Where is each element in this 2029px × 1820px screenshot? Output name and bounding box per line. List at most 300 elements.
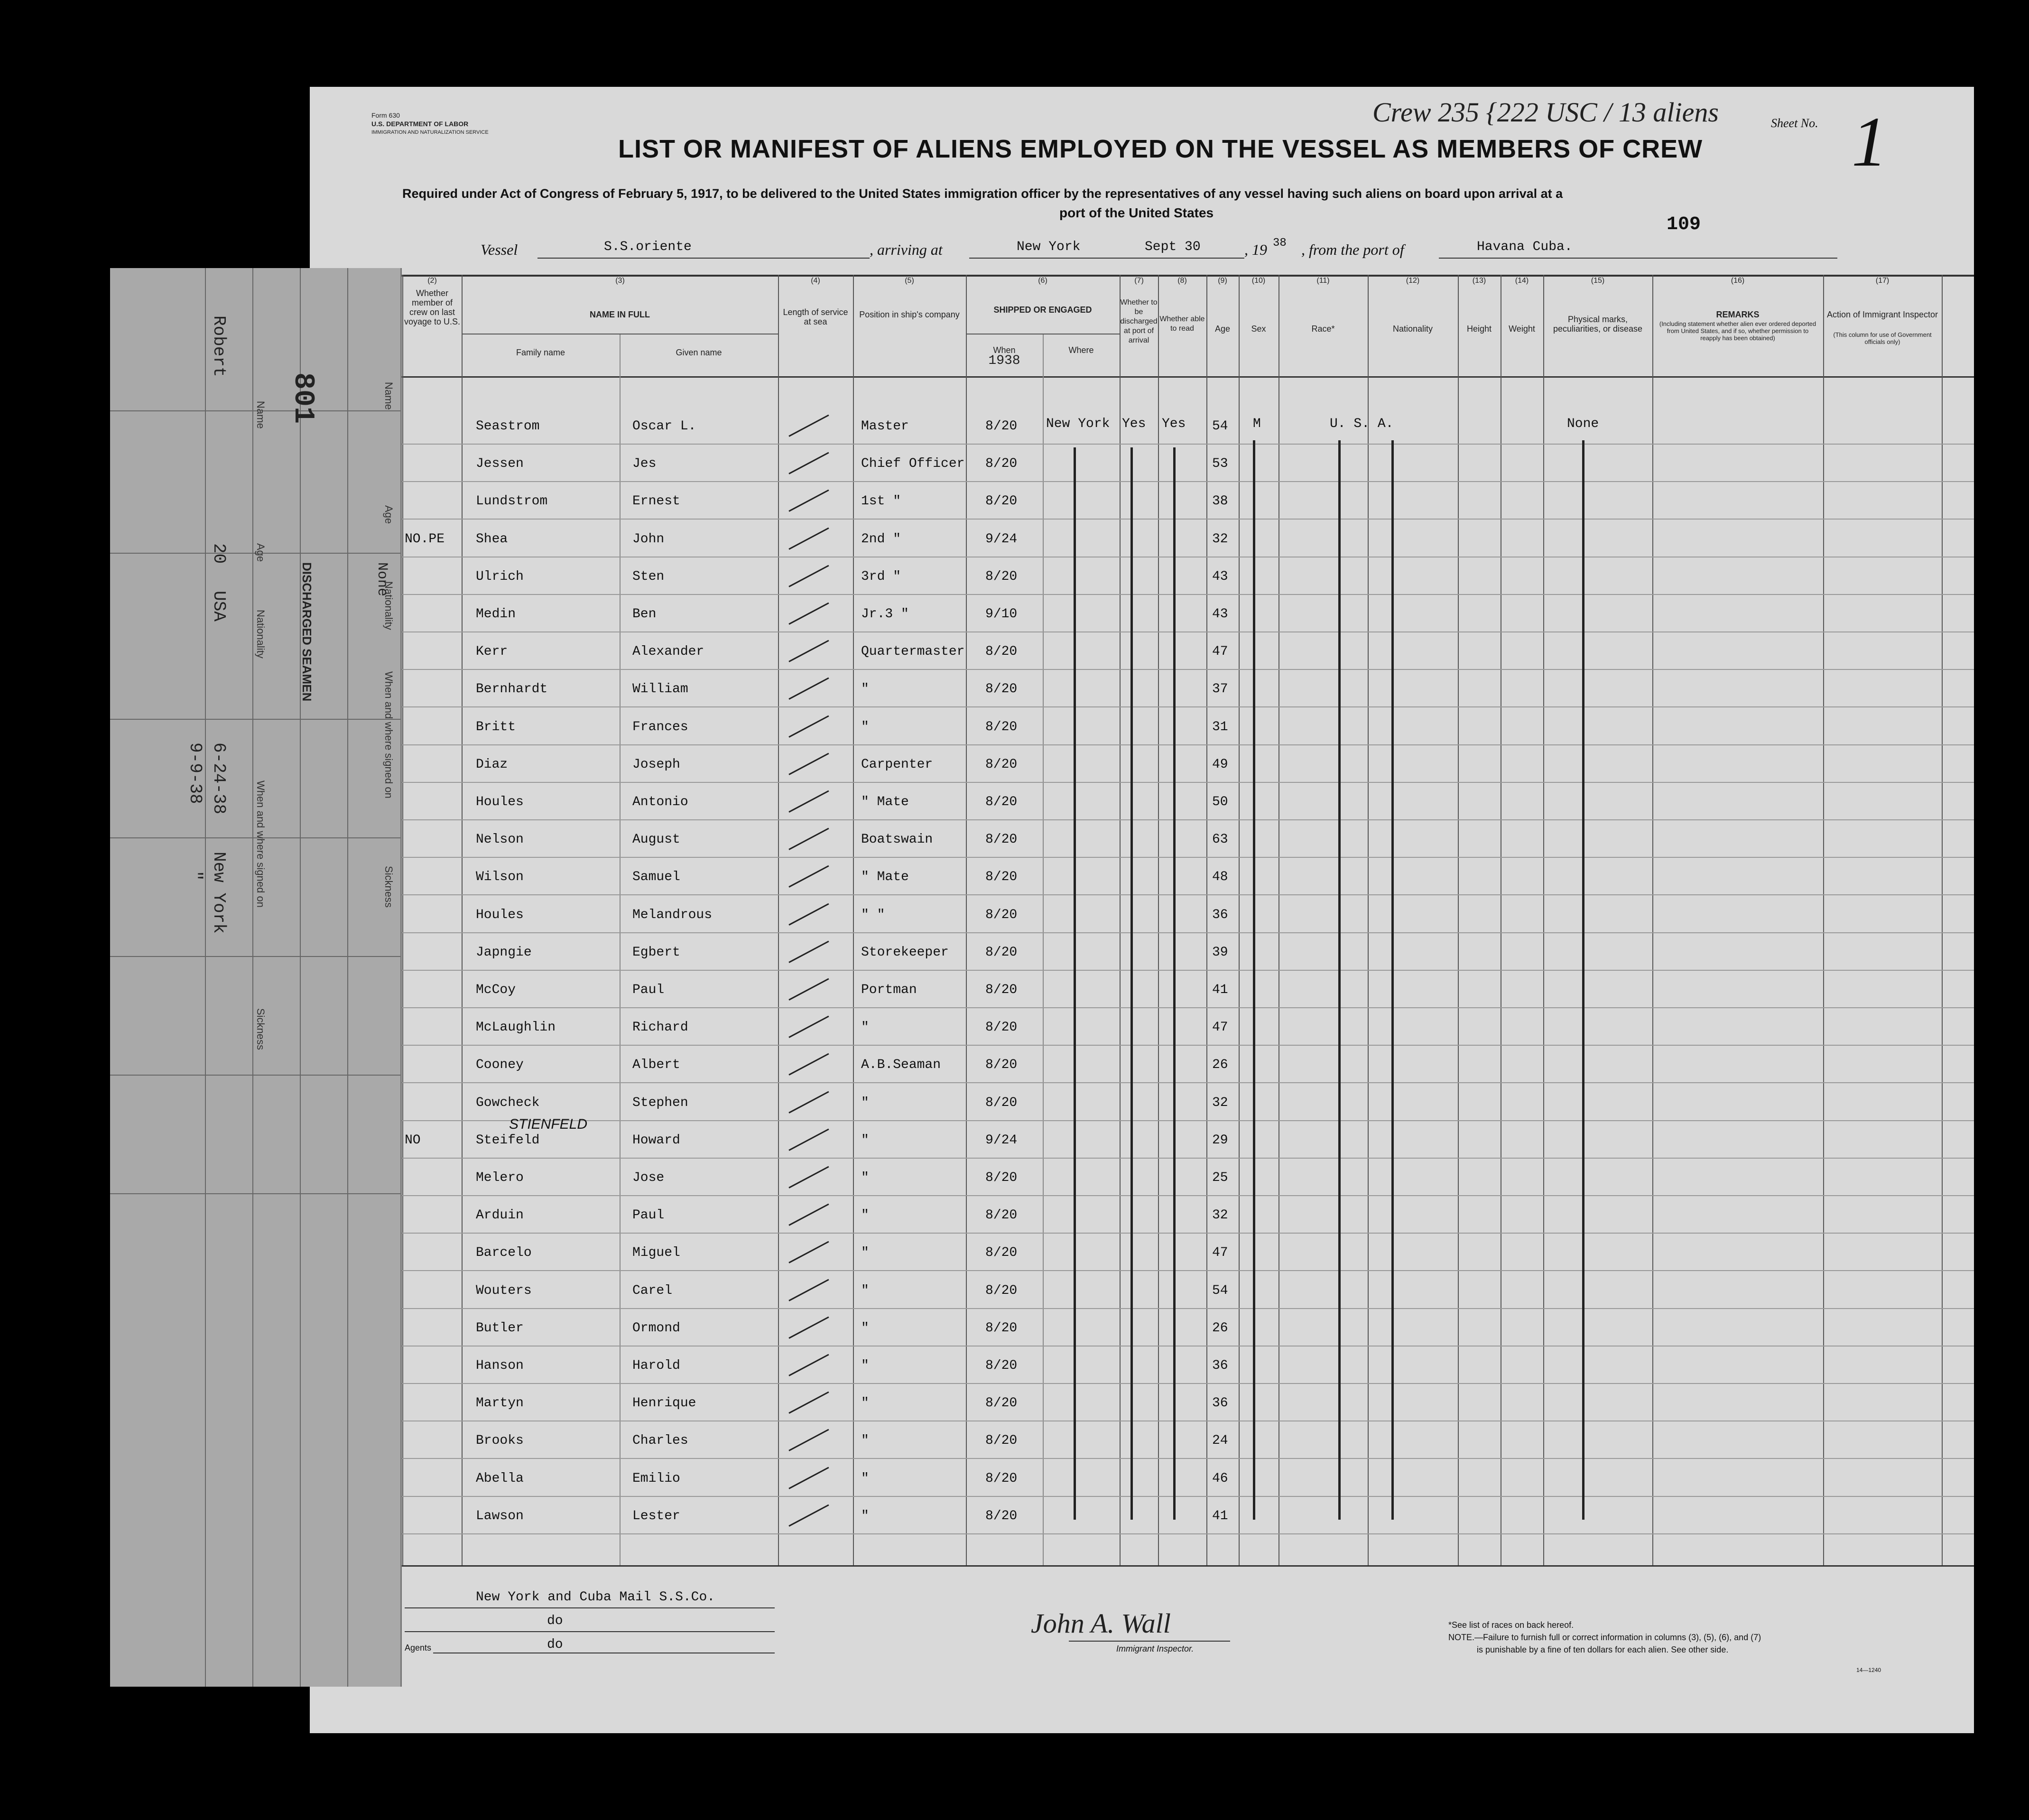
col-num-9: (9) bbox=[1218, 277, 1227, 285]
cell-engaged-when: 8/20 bbox=[985, 419, 1018, 434]
cell-position: " bbox=[861, 1471, 869, 1486]
cell-family-name: Diaz bbox=[476, 757, 508, 772]
row-divider bbox=[362, 519, 1974, 520]
cell-family-name: Hanson bbox=[476, 1358, 524, 1373]
handwritten-crew-note: Crew 235 {222 USC / 13 aliens bbox=[1372, 97, 1719, 128]
cell-position: Portman bbox=[861, 983, 917, 997]
cell-engaged-when: 8/20 bbox=[985, 945, 1018, 960]
cell-age: 63 bbox=[1212, 832, 1228, 847]
row-divider bbox=[362, 444, 1974, 445]
hdr-nationality: Nationality bbox=[1392, 324, 1433, 334]
subtitle-line2: port of the United States bbox=[1059, 205, 1214, 220]
service-check-mark bbox=[788, 1204, 829, 1226]
cell-age: 41 bbox=[1212, 983, 1228, 997]
row-divider bbox=[362, 1158, 1974, 1159]
sheet-label: Sheet No. bbox=[1771, 116, 1818, 130]
cell-age: 50 bbox=[1212, 795, 1228, 809]
service-check-mark bbox=[788, 1053, 829, 1076]
cell-engaged-when: 8/20 bbox=[985, 757, 1018, 772]
cell-engaged-when: 8/20 bbox=[985, 1245, 1018, 1261]
cell-age: 46 bbox=[1212, 1471, 1228, 1486]
cell-engaged-when: 8/20 bbox=[985, 1170, 1018, 1185]
row-divider bbox=[362, 1082, 1974, 1083]
cell-given-name: Jose bbox=[632, 1170, 665, 1185]
cell-given-name: Stephen bbox=[632, 1095, 688, 1110]
cell-given-name: Antonio bbox=[632, 795, 688, 809]
cell-given-name: Paul bbox=[632, 983, 665, 997]
page-stamp: 109 bbox=[1667, 214, 1701, 235]
cell-family-name: Japngie bbox=[476, 945, 532, 960]
row-divider bbox=[362, 819, 1974, 820]
vessel-label: Vessel bbox=[481, 241, 518, 258]
cell-engaged-when: 8/20 bbox=[985, 569, 1018, 584]
cell-family-name: Lundstrom bbox=[476, 494, 548, 509]
hdr-sex: Sex bbox=[1251, 324, 1266, 334]
ditto-discharged-line bbox=[1130, 447, 1133, 1520]
hdr-where: Where bbox=[1068, 345, 1094, 355]
service-check-mark bbox=[788, 527, 829, 549]
cell-age: 48 bbox=[1212, 870, 1228, 885]
first-row-discharged: Yes bbox=[1122, 417, 1146, 431]
stub-heading: DISCHARGED SEAMEN bbox=[300, 562, 314, 702]
cell-engaged-when: 8/20 bbox=[985, 1320, 1018, 1336]
cell-position: " bbox=[861, 1095, 869, 1110]
cell-position: Master bbox=[861, 419, 909, 434]
cell-age: 53 bbox=[1212, 456, 1228, 472]
race-note: *See list of races on back hereof. bbox=[1448, 1620, 1574, 1630]
cell-family-name: Abella bbox=[476, 1471, 524, 1486]
cell-engaged-when: 8/20 bbox=[985, 1020, 1018, 1035]
col-num-2: (2) bbox=[427, 277, 437, 285]
cell-family-name: Houles bbox=[476, 795, 524, 809]
from-port-label: , from the port of bbox=[1301, 241, 1404, 258]
inspector-label: Immigrant Inspector. bbox=[1116, 1644, 1194, 1653]
service-check-mark bbox=[788, 865, 829, 888]
hdr-physical: Physical marks, peculiarities, or disease bbox=[1553, 315, 1643, 334]
cell-position: " bbox=[861, 1320, 869, 1336]
stub-sickness-label: Sickness bbox=[255, 1008, 267, 1050]
cell-given-name: August bbox=[632, 832, 680, 847]
service-check-mark bbox=[788, 415, 829, 437]
ditto-race-line bbox=[1338, 440, 1341, 1520]
cell-position: " bbox=[861, 1170, 869, 1185]
col-num-15: (15) bbox=[1591, 277, 1605, 285]
cell-engaged-when: 9/10 bbox=[985, 607, 1018, 622]
cell-age: 32 bbox=[1212, 1208, 1228, 1223]
service-check-mark bbox=[788, 490, 829, 512]
cell-position: " bbox=[861, 1245, 869, 1261]
cell-family-name: Steifeld bbox=[476, 1133, 540, 1148]
cell-engaged-when: 8/20 bbox=[985, 1433, 1018, 1449]
col-num-7: (7) bbox=[1134, 277, 1144, 285]
service-check-mark bbox=[788, 1241, 829, 1263]
inspector-signature: John A. Wall bbox=[1031, 1608, 1171, 1639]
first-row-able-read: Yes bbox=[1162, 417, 1186, 431]
cell-engaged-when: 8/20 bbox=[985, 644, 1018, 659]
stub-seaman-nationality: USA bbox=[209, 591, 229, 622]
cell-age: 36 bbox=[1212, 1396, 1228, 1411]
cell-given-name: Frances bbox=[632, 719, 688, 734]
service-check-mark bbox=[788, 1504, 829, 1526]
service-check-mark bbox=[788, 1166, 829, 1189]
cell-given-name: Egbert bbox=[632, 945, 680, 960]
sheet-number: 1 bbox=[1852, 102, 1887, 181]
stub-top-nationality-value: None bbox=[374, 562, 390, 597]
service-check-mark bbox=[788, 903, 829, 925]
cell-given-name: Samuel bbox=[632, 870, 680, 885]
form-code: 14—1240 bbox=[1856, 1667, 1881, 1673]
col-num-16: (16) bbox=[1731, 277, 1745, 285]
cell-age: 43 bbox=[1212, 607, 1228, 622]
cell-position: " bbox=[861, 1433, 869, 1449]
ditto-nationality-line bbox=[1391, 440, 1394, 1520]
service-check-mark bbox=[788, 1392, 829, 1414]
arrival-year: 38 bbox=[1273, 237, 1287, 250]
cell-given-name: Oscar L. bbox=[632, 419, 696, 434]
row-divider bbox=[362, 481, 1974, 482]
ditto-line-2: do bbox=[547, 1637, 563, 1652]
service-check-mark bbox=[788, 640, 829, 662]
hdr-when: When bbox=[993, 345, 1016, 355]
service-check-mark bbox=[788, 790, 829, 813]
ditto-sex-line bbox=[1253, 440, 1255, 1520]
cell-engaged-when: 8/20 bbox=[985, 1358, 1018, 1373]
cell-engaged-when: 8/20 bbox=[985, 870, 1018, 885]
service-check-mark bbox=[788, 1279, 829, 1301]
departure-port: Havana Cuba. bbox=[1477, 240, 1573, 254]
col-num-10: (10) bbox=[1251, 277, 1266, 285]
cell-given-name: Ormond bbox=[632, 1320, 680, 1336]
cell-given-name: Charles bbox=[632, 1433, 688, 1449]
service-check-mark bbox=[788, 1354, 829, 1376]
col-num-17: (17) bbox=[1875, 277, 1890, 285]
service-check-mark bbox=[788, 828, 829, 850]
cell-engaged-when: 8/20 bbox=[985, 795, 1018, 809]
row-divider bbox=[362, 1458, 1974, 1459]
row-divider bbox=[362, 706, 1974, 707]
cell-engaged-when: 9/24 bbox=[985, 1133, 1018, 1148]
year-prefix: , 19 bbox=[1244, 241, 1267, 258]
service-check-mark bbox=[788, 452, 829, 474]
stub-seaman-off-date: 9-9-38 bbox=[185, 743, 205, 804]
service-check-mark bbox=[788, 1016, 829, 1038]
col-num-8: (8) bbox=[1177, 277, 1187, 285]
col-num-5: (5) bbox=[905, 277, 914, 285]
cell-family-name: Bernhardt bbox=[476, 682, 548, 697]
note-line2: is punishable by a fine of ten dollars for each alien. See other side. bbox=[1477, 1645, 1729, 1654]
stub-number: 801 bbox=[287, 372, 319, 424]
cell-position: Quartermaster bbox=[861, 644, 965, 659]
row-divider bbox=[362, 669, 1974, 670]
cell-engaged-when: 8/20 bbox=[985, 719, 1018, 734]
arriving-label: , arriving at bbox=[870, 241, 943, 258]
stub-signed-label: When and where signed on bbox=[255, 780, 267, 908]
cell-family-name: Barcelo bbox=[476, 1245, 532, 1261]
cell-age: 36 bbox=[1212, 907, 1228, 922]
ditto-line-1: do bbox=[547, 1614, 563, 1628]
cell-engaged-when: 8/20 bbox=[985, 907, 1018, 922]
row-divider bbox=[362, 1308, 1974, 1309]
cell-family-name: Shea bbox=[476, 531, 508, 547]
cell-family-name: McLaughlin bbox=[476, 1020, 556, 1035]
ditto-where-line bbox=[1074, 447, 1076, 1520]
cell-engaged-when: 8/20 bbox=[985, 1508, 1018, 1523]
cell-family-name: Kerr bbox=[476, 644, 508, 659]
hdr-age: Age bbox=[1214, 324, 1231, 334]
cell-given-name: Paul bbox=[632, 1208, 665, 1223]
cell-age: 36 bbox=[1212, 1358, 1228, 1373]
service-check-mark bbox=[788, 603, 829, 625]
hdr-length-service: Length of service at sea bbox=[783, 307, 848, 326]
cell-position: " bbox=[861, 1396, 869, 1411]
cell-position: " bbox=[861, 1133, 869, 1148]
service-check-mark bbox=[788, 1091, 829, 1113]
cell-given-name: Albert bbox=[632, 1058, 680, 1073]
stub-name-label: Name bbox=[255, 401, 267, 429]
hdr-height: Height bbox=[1466, 324, 1492, 334]
hdr-remarks-note: (Including statement whether alien ever ordered deported from United States, and if so, whether permission to reapply has been obtained) bbox=[1659, 320, 1816, 342]
cell-position: " Mate bbox=[861, 870, 909, 885]
row-divider bbox=[362, 1007, 1974, 1008]
cell-position: " bbox=[861, 1208, 869, 1223]
cell-engaged-when: 8/20 bbox=[985, 1095, 1018, 1110]
cell-position: 1st " bbox=[861, 494, 901, 509]
cell-position: 3rd " bbox=[861, 569, 901, 584]
cell-engaged-when: 9/24 bbox=[985, 531, 1018, 547]
col-num-4: (4) bbox=[811, 277, 820, 285]
row-divider bbox=[362, 1533, 1974, 1534]
cell-family-name: Arduin bbox=[476, 1208, 524, 1223]
cell-position: " " bbox=[861, 907, 885, 922]
cell-family-name: Butler bbox=[476, 1320, 524, 1336]
cell-age: 31 bbox=[1212, 719, 1228, 734]
stub-seaman-name: Robert bbox=[209, 316, 229, 377]
stub-top-sickness-label: Sickness bbox=[383, 866, 395, 908]
cell-given-name: Melandrous bbox=[632, 907, 713, 922]
row-divider bbox=[362, 631, 1974, 632]
cell-engaged-when: 8/20 bbox=[985, 832, 1018, 847]
cell-position: " Mate bbox=[861, 795, 909, 809]
row-divider bbox=[362, 1233, 1974, 1234]
cell-given-name: Henrique bbox=[632, 1396, 696, 1411]
name-correction: STIENFELD bbox=[509, 1116, 588, 1132]
service: IMMIGRATION AND NATURALIZATION SERVICE bbox=[371, 130, 489, 135]
cell-family-name: Martyn bbox=[476, 1396, 524, 1411]
cell-given-name: Sten bbox=[632, 569, 665, 584]
cell-age: 49 bbox=[1212, 757, 1228, 772]
cell-family-name: Cooney bbox=[476, 1058, 524, 1073]
cell-age: 38 bbox=[1212, 494, 1228, 509]
cell-given-name: Lester bbox=[632, 1508, 680, 1523]
row-divider bbox=[362, 970, 1974, 971]
service-check-mark bbox=[788, 940, 829, 963]
cell-family-name: Brooks bbox=[476, 1433, 524, 1449]
row-divider bbox=[362, 932, 1974, 933]
cell-position: Boatswain bbox=[861, 832, 933, 847]
page-title: LIST OR MANIFEST OF ALIENS EMPLOYED ON THE VESSEL AS MEMBERS OF CREW bbox=[618, 135, 1703, 163]
row-divider bbox=[362, 1195, 1974, 1196]
cell-age: 26 bbox=[1212, 1320, 1228, 1336]
row-divider bbox=[362, 1383, 1974, 1384]
stub-top-nationality-label: Nationality bbox=[383, 581, 395, 630]
cell-age: 37 bbox=[1212, 682, 1228, 697]
cell-engaged-when: 8/20 bbox=[985, 1058, 1018, 1073]
arrival-date: Sept 30 bbox=[1145, 240, 1201, 254]
stub-seaman-signed-date: 6-24-38 bbox=[209, 743, 229, 815]
row-divider bbox=[362, 594, 1974, 595]
service-check-mark bbox=[788, 752, 829, 775]
hdr-able-read: Whether able to read bbox=[1159, 315, 1205, 333]
note-line1: NOTE.—Failure to furnish full or correct information in columns (3), (5), (6), and (7) bbox=[1448, 1633, 1761, 1642]
cell-age: 25 bbox=[1212, 1170, 1228, 1185]
hdr-name-in-full: NAME IN FULL bbox=[590, 310, 650, 319]
stub-age-label: Age bbox=[255, 543, 267, 562]
cell-age: 39 bbox=[1212, 945, 1228, 960]
cell-engaged-when: 8/20 bbox=[985, 494, 1018, 509]
ditto-read-line bbox=[1173, 447, 1176, 1520]
cell-previous-voyage: NO bbox=[405, 1133, 421, 1148]
cell-engaged-when: 8/20 bbox=[985, 1471, 1018, 1486]
cell-engaged-when: 8/20 bbox=[985, 456, 1018, 472]
service-check-mark bbox=[788, 1429, 829, 1451]
cell-family-name: Seastrom bbox=[476, 419, 540, 434]
form-number: Form 630 bbox=[371, 111, 400, 119]
hdr-action: Action of Immigrant Inspector bbox=[1826, 310, 1938, 319]
cell-position: " bbox=[861, 719, 869, 734]
cell-engaged-when: 8/20 bbox=[985, 1208, 1018, 1223]
cell-family-name: Medin bbox=[476, 607, 516, 622]
cell-position: " bbox=[861, 1020, 869, 1035]
hdr-discharged: Whether to be discharged at port of arrival bbox=[1120, 298, 1158, 344]
cell-position: A.B.Seaman bbox=[861, 1058, 941, 1073]
cell-family-name: Wouters bbox=[476, 1283, 532, 1298]
row-divider bbox=[362, 1496, 1974, 1497]
first-row-sex: M bbox=[1253, 417, 1261, 431]
cell-engaged-when: 8/20 bbox=[985, 983, 1018, 997]
col-num-13: (13) bbox=[1472, 277, 1486, 285]
cell-age: 29 bbox=[1212, 1133, 1228, 1148]
cell-age: 41 bbox=[1212, 1508, 1228, 1523]
cell-position: Chief Officer bbox=[861, 456, 965, 472]
col-num-12: (12) bbox=[1406, 277, 1420, 285]
cell-age: 54 bbox=[1212, 419, 1228, 434]
row-divider bbox=[362, 744, 1974, 745]
subtitle-line1: Required under Act of Congress of February 5, 1917, to be delivered to the United States immigration officer by the representatives of any vessel having such aliens on board upon arrival at a bbox=[402, 186, 1563, 201]
first-row-race: U. S. A. bbox=[1330, 417, 1394, 431]
cell-family-name: Lawson bbox=[476, 1508, 524, 1523]
service-check-mark bbox=[788, 978, 829, 1001]
cell-age: 24 bbox=[1212, 1433, 1228, 1449]
cell-position: " bbox=[861, 1508, 869, 1523]
cell-given-name: John bbox=[632, 531, 665, 547]
cell-position: 2nd " bbox=[861, 531, 901, 547]
cell-given-name: Emilio bbox=[632, 1471, 680, 1486]
service-check-mark bbox=[788, 715, 829, 737]
cell-given-name: Howard bbox=[632, 1133, 680, 1148]
cell-position: Jr.3 " bbox=[861, 607, 909, 622]
cell-family-name: Jessen bbox=[476, 456, 524, 472]
col-num-11: (11) bbox=[1316, 277, 1330, 285]
service-check-mark bbox=[788, 1316, 829, 1338]
hdr-remarks: REMARKS bbox=[1716, 310, 1760, 319]
col-num-3: (3) bbox=[615, 277, 625, 285]
hdr-family-name: Family name bbox=[516, 348, 565, 357]
cell-age: 54 bbox=[1212, 1283, 1228, 1298]
manifest-page bbox=[310, 87, 1974, 1733]
row-divider bbox=[362, 1270, 1974, 1271]
cell-family-name: Britt bbox=[476, 719, 516, 734]
cell-given-name: Miguel bbox=[632, 1245, 680, 1261]
cell-family-name: Houles bbox=[476, 907, 524, 922]
cell-age: 32 bbox=[1212, 531, 1228, 547]
cell-given-name: Ben bbox=[632, 607, 657, 622]
cell-position: Storekeeper bbox=[861, 945, 949, 960]
row-divider bbox=[362, 1045, 1974, 1046]
cell-age: 43 bbox=[1212, 569, 1228, 584]
service-check-mark bbox=[788, 565, 829, 587]
stub-nationality-label: Nationality bbox=[255, 610, 267, 659]
cell-age: 32 bbox=[1212, 1095, 1228, 1110]
cell-position: " bbox=[861, 682, 869, 697]
hdr-race: Race* bbox=[1311, 324, 1335, 334]
row-divider bbox=[362, 857, 1974, 858]
discharged-seamen-stub bbox=[110, 268, 402, 1687]
service-check-mark bbox=[788, 1128, 829, 1151]
hdr-shipped: SHIPPED OR ENGAGED bbox=[993, 305, 1092, 315]
cell-engaged-when: 8/20 bbox=[985, 682, 1018, 697]
cell-family-name: Ulrich bbox=[476, 569, 524, 584]
service-check-mark bbox=[788, 1467, 829, 1489]
cell-given-name: Richard bbox=[632, 1020, 688, 1035]
cell-family-name: McCoy bbox=[476, 983, 516, 997]
hdr-weight: Weight bbox=[1509, 324, 1535, 334]
col-num-14: (14) bbox=[1515, 277, 1529, 285]
stub-top-name-label: Name bbox=[383, 382, 395, 410]
vessel-name: S.S.oriente bbox=[604, 240, 692, 254]
cell-family-name: Wilson bbox=[476, 870, 524, 885]
row-divider bbox=[362, 782, 1974, 783]
cell-engaged-when: 8/20 bbox=[985, 1283, 1018, 1298]
cell-position: Carpenter bbox=[861, 757, 933, 772]
hdr-position: Position in ship's company bbox=[859, 310, 960, 319]
cell-given-name: Harold bbox=[632, 1358, 680, 1373]
cell-given-name: Carel bbox=[632, 1283, 673, 1298]
cell-age: 47 bbox=[1212, 1245, 1228, 1261]
arriving-port: New York bbox=[1017, 240, 1081, 254]
cell-given-name: Ernest bbox=[632, 494, 680, 509]
cell-age: 47 bbox=[1212, 1020, 1228, 1035]
cell-given-name: Alexander bbox=[632, 644, 704, 659]
cell-engaged-when: 8/20 bbox=[985, 1396, 1018, 1411]
first-row-where: New York bbox=[1046, 417, 1110, 431]
col-num-6: (6) bbox=[1038, 277, 1047, 285]
hdr-action-note: (This column for use of Government officials only) bbox=[1833, 331, 1932, 345]
agents-label: Agents bbox=[405, 1643, 432, 1653]
row-divider bbox=[362, 1120, 1974, 1121]
hdr-given-name: Given name bbox=[676, 348, 722, 357]
cell-family-name: Nelson bbox=[476, 832, 524, 847]
service-check-mark bbox=[788, 678, 829, 700]
cell-position: " bbox=[861, 1358, 869, 1373]
cell-given-name: Jes bbox=[632, 456, 657, 472]
first-row-physical: None bbox=[1567, 417, 1599, 431]
hdr-when-year: 1938 bbox=[988, 353, 1020, 368]
stub-top-age-label: Age bbox=[383, 505, 395, 524]
stub-seaman-age: 20 bbox=[209, 543, 229, 564]
ditto-physical-line bbox=[1582, 440, 1584, 1520]
company-name: New York and Cuba Mail S.S.Co. bbox=[476, 1590, 715, 1605]
stub-seaman-signed-place: New York bbox=[209, 852, 229, 934]
